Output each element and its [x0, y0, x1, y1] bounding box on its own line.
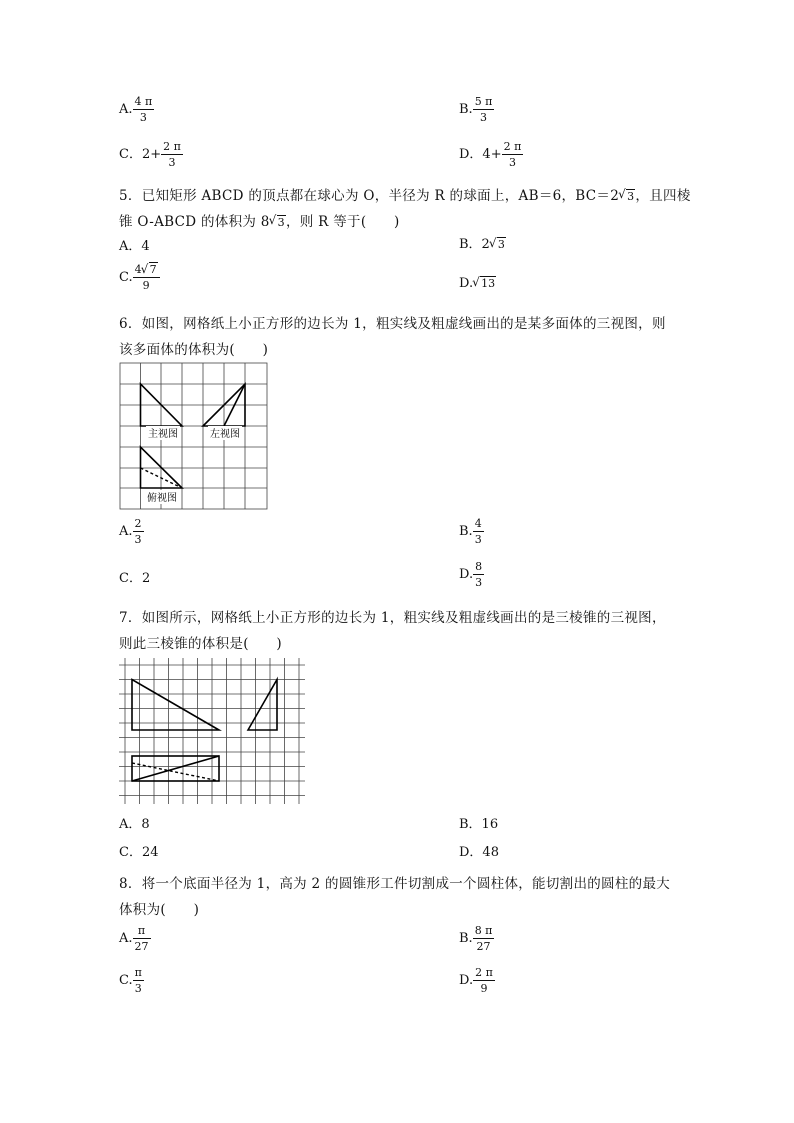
- sqrt: [142, 264, 158, 275]
- q8-option-b: [459, 925, 494, 952]
- denominator: 3: [474, 533, 482, 546]
- numerator: 4: [474, 517, 482, 530]
- side-view-triangle: [248, 680, 277, 731]
- denominator: 3: [508, 156, 516, 169]
- option-label: C.: [119, 973, 133, 988]
- denominator: 3: [475, 576, 483, 589]
- q4-option-d: [459, 141, 523, 168]
- q4-option-a: [119, 96, 154, 123]
- q8-option-d: [459, 967, 495, 994]
- q7-three-view-figure: [119, 658, 309, 808]
- q5-option-a: A．4: [119, 239, 150, 254]
- numerator: 2 π: [475, 966, 493, 979]
- option-label: B．2: [459, 237, 490, 252]
- q7-option-d: D．48: [459, 845, 499, 860]
- radicand: 3: [497, 238, 505, 251]
- sqrt: [270, 214, 286, 230]
- denominator: 9: [142, 279, 150, 292]
- numerator: π: [134, 966, 142, 979]
- numerator: π: [133, 925, 151, 939]
- sqrt: [619, 188, 635, 204]
- numerator: 8 π: [474, 924, 493, 937]
- q5-option-d: [459, 277, 496, 290]
- text: 锥 O-ABCD 的体积为 8: [119, 214, 270, 230]
- numerator: 5 π: [474, 95, 493, 108]
- option-label: D.: [459, 567, 474, 582]
- q4-option-c: [119, 141, 183, 168]
- q7-option-a: A．8: [119, 817, 150, 832]
- q5-stem-line2: [119, 210, 400, 230]
- text: 4: [134, 263, 142, 276]
- denominator: 3: [139, 111, 147, 124]
- side-view-label: 左视图: [210, 429, 240, 440]
- fraction: [473, 561, 484, 588]
- fraction: [133, 518, 144, 545]
- top-view-label: 俯视图: [147, 493, 177, 504]
- fraction: [133, 925, 151, 952]
- numerator: 2 π: [163, 140, 181, 153]
- q7-option-b: B．16: [459, 817, 499, 832]
- q5-stem-line1: [119, 184, 691, 204]
- front-view-triangle: [132, 680, 219, 731]
- numerator: [133, 264, 160, 278]
- fraction: [473, 96, 495, 123]
- fraction: [473, 967, 495, 994]
- option-label: D.: [459, 973, 474, 988]
- fraction: [133, 967, 144, 994]
- denominator: 3: [134, 533, 142, 546]
- sqrt: [490, 238, 506, 251]
- radicand: 7: [149, 263, 157, 276]
- option-label: D．4+: [459, 147, 502, 162]
- q6-stem-line1: 6．如图，网格纸上小正方形的边长为 1，粗实线及粗虚线画出的是某多面体的三视图，则: [119, 316, 666, 332]
- option-label: A.: [119, 524, 133, 539]
- denominator: 27: [134, 940, 149, 953]
- denominator: 3: [480, 111, 488, 124]
- q6-option-b: [459, 518, 484, 545]
- front-view-label: 主视图: [148, 429, 178, 440]
- denominator: 27: [476, 940, 491, 953]
- q8-option-a: [119, 925, 151, 952]
- fraction: [473, 925, 495, 952]
- option-label: B.: [459, 102, 473, 117]
- numerator: 4 π: [134, 95, 153, 108]
- option-label: A.: [119, 102, 133, 117]
- q6-option-d: [459, 561, 484, 588]
- numerator: 8: [475, 560, 483, 573]
- q6-option-c: C．2: [119, 571, 151, 586]
- text: 5．已知矩形 ABCD 的顶点都在球心为 O，半径为 R 的球面上，AB＝6，BC＝2: [119, 188, 620, 204]
- numerator: 2 π: [503, 140, 522, 153]
- option-label: C．2+: [119, 147, 162, 162]
- denominator: 3: [168, 156, 176, 169]
- denominator: 9: [480, 982, 488, 995]
- q5-option-b: [459, 238, 506, 251]
- q5-option-c: [119, 264, 160, 291]
- q6-stem-line2: 该多面体的体积为( ): [119, 342, 269, 358]
- denominator: 3: [134, 982, 142, 995]
- text: ，且四棱: [635, 188, 691, 204]
- top-view-dashed-diagonal: [132, 763, 219, 781]
- q6-option-a: [119, 518, 144, 545]
- option-label: C.: [119, 270, 133, 285]
- option-label: A.: [119, 931, 133, 946]
- q8-stem-line2: 体积为( ): [119, 902, 200, 918]
- q4-option-b: [459, 96, 494, 123]
- fraction: [133, 96, 155, 123]
- fraction: [161, 141, 183, 168]
- fraction: [133, 264, 160, 291]
- radicand: 13: [481, 277, 496, 290]
- option-label: D.: [459, 276, 474, 291]
- radicand: 3: [277, 216, 285, 229]
- top-view-solid-diagonal: [132, 756, 219, 781]
- q6-three-view-figure: [119, 362, 269, 510]
- option-label: B.: [459, 524, 473, 539]
- q8-stem-line1: 8．将一个底面半径为 1，高为 2 的圆锥形工件切割成一个圆柱体，能切割出的圆柱的最大: [119, 876, 671, 892]
- q7-stem-line2: 则此三棱锥的体积是( ): [119, 636, 282, 652]
- q8-option-c: [119, 967, 144, 994]
- sqrt: [473, 277, 496, 290]
- q7-stem-line1: 7．如图所示，网格纸上小正方形的边长为 1，粗实线及粗虚线画出的是三棱锥的三视图，: [119, 610, 666, 626]
- text: ，则 R 等于( ): [285, 214, 400, 230]
- q7-option-c: C．24: [119, 845, 159, 860]
- radicand: 3: [627, 190, 635, 203]
- fraction: [473, 518, 484, 545]
- fraction: [502, 141, 524, 168]
- numerator: 2: [134, 517, 142, 530]
- option-label: B.: [459, 931, 473, 946]
